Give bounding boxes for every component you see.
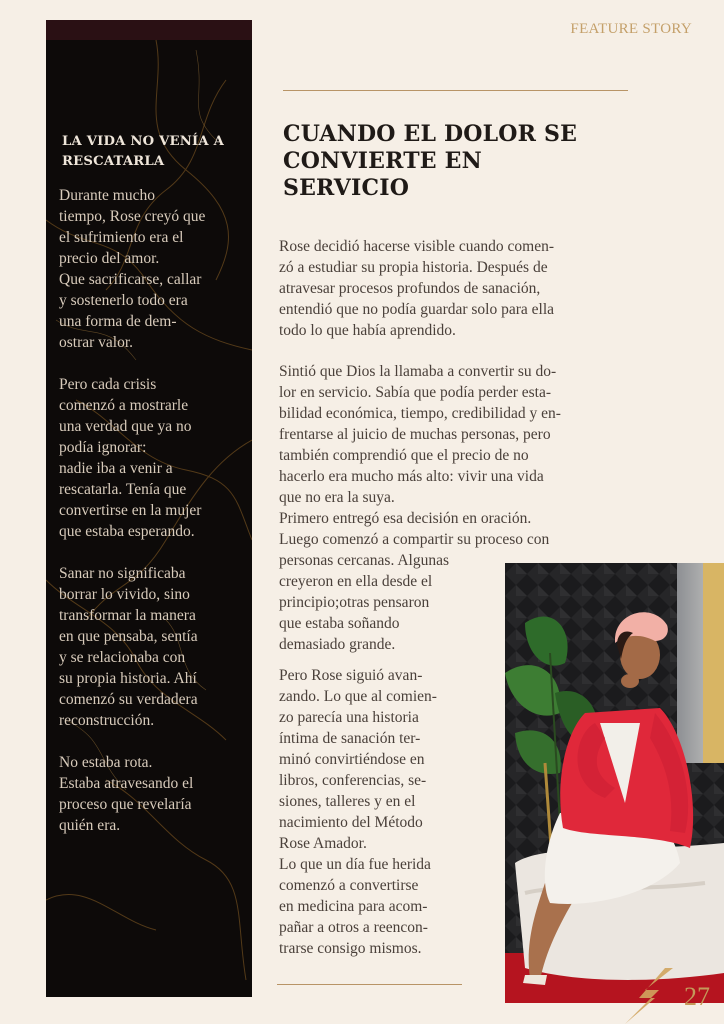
section-label: FEATURE STORY xyxy=(570,21,692,37)
top-divider xyxy=(283,90,628,91)
sidebar-paragraph-1: Durante mucho tiempo, Rose creyó que el sufrimiento era el precio del amor. Que sacrificarse, callar y sostenerlo todo era una forma de dem- ostrar valor. xyxy=(59,187,206,351)
portrait-photo xyxy=(505,563,724,1003)
sidebar-paragraph-4: No estaba rota. Estaba atravesando el proceso que revelaría quién era. xyxy=(59,754,194,834)
portrait-illustration xyxy=(505,563,724,1003)
sidebar-paragraph-2: Pero cada crisis comenzó a mostrarle una verdad que ya no podía ignorar: nadie iba a venir a rescatarla. Tenía que convertirse en la mujer que estaba esperando. xyxy=(59,376,202,540)
page-number: 27 xyxy=(684,982,710,1011)
bottom-divider xyxy=(277,984,462,985)
article-paragraph-2-continued: creyeron en ella desde el principio;otras pensaron que estaba soñando demasiado grande. xyxy=(279,573,433,653)
lightning-bolt-icon xyxy=(625,968,685,1024)
article-title: CUANDO EL DOLOR SE CONVIERTE EN SERVICIO xyxy=(283,121,578,201)
sidebar-heading: LA VIDA NO VENÍA A RESCATARLA xyxy=(62,134,225,169)
sidebar-paragraph-3: Sanar no significaba borrar lo vivido, sino transformar la manera en que pensaba, sentía y se relacionaba con su propia historia. Ahí comenzó su verdadera reconstrucción. xyxy=(59,565,198,729)
sidebar-panel xyxy=(46,20,252,997)
article-paragraph-1: Rose decidió hacerse visible cuando comen- zó a estudiar su propia historia. Después de atravesar procesos profundos de sanación, entendió que no podía guardar solo para ella todo lo que había aprendido. xyxy=(279,238,555,339)
article-paragraph-3: Pero Rose siguió avan- zando. Lo que al comien- zo parecía una historia íntima de sanación ter- minó convirtiéndose en libros, conferencias, se- siones, talleres y en el nacimiento del Método Rose Amador. Lo que un día fue herida comenzó a convertirse en medicina para acom- pañar a otros a reencon- trarse consigo mismos. xyxy=(279,667,437,957)
sidebar-body xyxy=(59,185,248,857)
article-paragraph-2: Sintió que Dios la llamaba a convertir su do- lor en servicio. Sabía que podía perder esta- bilidad económica, tiempo, credibilidad y en- frentarse al juicio de muchas personas, pero también comprendió que el precio de no hacerlo era mucho más alto: vivir una vida que no era la suya. Primero entregó esa decisión en oración. Luego comenzó a compartir su proceso con personas cercanas. Algunas xyxy=(279,363,561,569)
